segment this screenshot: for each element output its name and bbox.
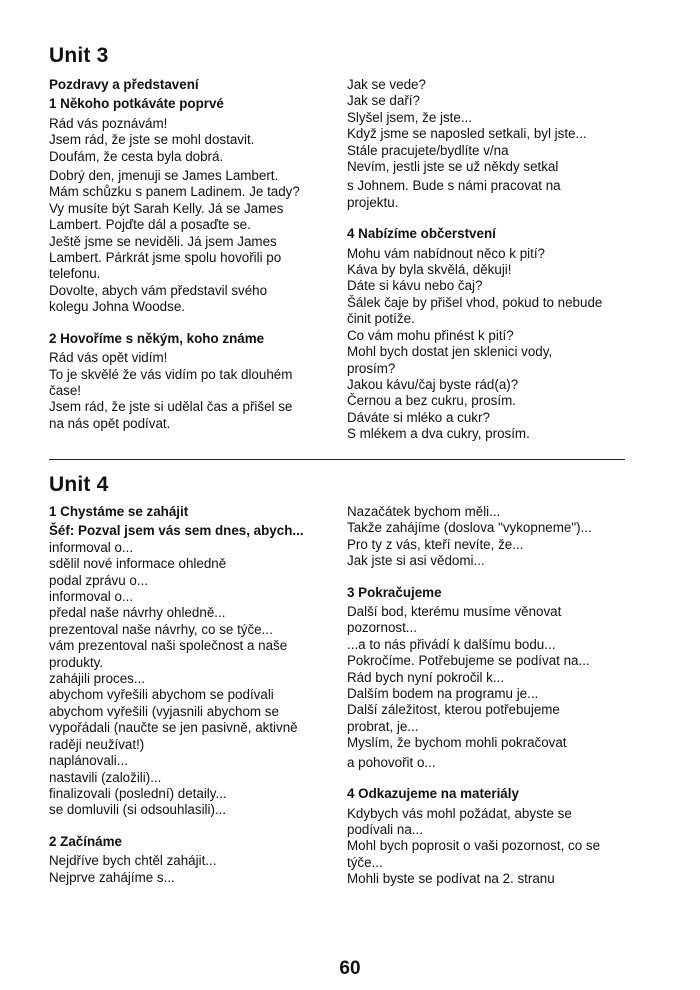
phrase-line: Jak se vede?	[347, 77, 426, 92]
unit-3-left-column	[49, 77, 334, 432]
phrase-line: finalizovali (poslední) detaily...	[49, 785, 227, 801]
phrase-line: Lambert. Párkrát jsme spolu hovořili po	[49, 250, 282, 266]
phrase-line: nastavili (založili)...	[49, 769, 162, 785]
phrase-group	[347, 806, 632, 888]
phrase-group	[347, 77, 632, 175]
unit-4-right-column	[347, 504, 632, 888]
phrase-group	[347, 178, 632, 211]
phrase-line: zahájili proces...	[49, 671, 146, 687]
phrase-line: Takže zahájíme (doslova "vykopneme")...	[347, 520, 592, 536]
phrase-line: Mohl bych poprosit o vaši pozornost, co se	[347, 838, 601, 854]
phrase-line: telefonu.	[49, 266, 101, 282]
boss-lead-line: Šéf: Pozval jsem vás sem dnes, abych...	[49, 523, 304, 539]
phrase-line: týče...	[347, 854, 383, 870]
phrase-line: Černou a bez cukru, prosím.	[347, 393, 516, 409]
phrase-line: Jsem rád, že jste si udělal čas a přišel se	[49, 399, 293, 415]
phrase-line: Slyšel jsem, že jste...	[347, 109, 473, 125]
phrase-line: Pokročíme. Potřebujeme se podívat na...	[347, 653, 590, 669]
phrase-line: naplánovali...	[49, 753, 128, 769]
unit-4-title: Unit 4	[49, 473, 109, 496]
phrase-line: produkty.	[49, 654, 104, 670]
phrase-line: prosím?	[347, 360, 396, 376]
phrase-line: podívali na...	[347, 821, 423, 837]
phrase-group	[347, 604, 632, 752]
phrase-line: probrat, je...	[347, 718, 419, 734]
phrase-line: s Johnem. Bude s námi pracovat na	[347, 178, 561, 194]
phrase-line: vypořádali (naučte se jen pasivně, aktivně	[49, 720, 298, 736]
phrase-line: Dobrý den, jmenuji se James Lambert.	[49, 168, 279, 184]
phrase-line: Nevím, jestli jste se už někdy setkal	[347, 159, 559, 175]
phrase-line: Ještě jsme se neviděli. Já jsem James	[49, 233, 277, 249]
phrase-line: To je skvělé že vás vidím po tak dlouhém	[49, 366, 293, 382]
phrase-line: Rád bych nyní pokročil k...	[347, 669, 505, 685]
phrase-group	[49, 116, 334, 165]
phrase-line: Vy musíte být Sarah Kelly. Já se James	[49, 200, 284, 216]
phrase-line: Káva by byla skvělá, děkuji!	[347, 262, 512, 278]
phrase-line: Šálek čaje by přišel vhod, pokud to nebude	[347, 294, 603, 310]
phrase-line: abychom vyřešili (vyjasnili abychom se	[49, 703, 279, 719]
phrase-line: Nazačátek bychom měli...	[347, 504, 501, 519]
unit-3-right-column	[347, 77, 632, 443]
phrase-line: Stále pracujete/bydlíte v/na	[347, 142, 509, 158]
phrase-line: informoval o...	[49, 539, 134, 555]
phrase-line: Kdybych vás mohl požádat, abyste se	[347, 805, 572, 821]
phrase-line: Nejdříve bych chtěl zahájit...	[49, 853, 217, 869]
phrase-line: se domluvili (si odsouhlasili)...	[49, 802, 227, 818]
phrase-line: Nejprve zahájíme s...	[49, 869, 175, 885]
phrase-line: předal naše návrhy ohledně...	[49, 605, 226, 621]
phrase-line: Když jsme se naposled setkali, byl jste...	[347, 126, 587, 142]
phrase-line: Mohl bych dostat jen sklenici vody,	[347, 344, 553, 360]
phrase-line: na nás opět podívat.	[49, 415, 171, 431]
section-heading-refreshments: 4 Nabízíme občerstvení	[347, 226, 496, 242]
phrase-line: abychom vyřešili abychom se podívali	[49, 687, 274, 703]
unit-3-title: Unit 3	[49, 44, 109, 67]
unit-4-left-column	[49, 504, 334, 886]
phrase-line: čase!	[49, 382, 82, 398]
phrase-group	[49, 350, 334, 432]
phrase-group	[347, 755, 632, 771]
phrase-line: S mlékem a dva cukry, prosím.	[347, 426, 530, 442]
phrase-line: Jakou kávu/čaj byste rád(a)?	[347, 376, 519, 392]
phrase-line: Jak se daří?	[347, 93, 420, 109]
phrase-line: podal zprávu o...	[49, 572, 149, 588]
section-heading-referring-to-materials: 4 Odkazujeme na materiály	[347, 786, 519, 802]
phrase-line: prezentoval naše návrhy, co se týče...	[49, 621, 273, 637]
phrase-group	[347, 246, 632, 443]
phrase-line: Dáváte si mléko a cukr?	[347, 409, 490, 425]
section-heading-talking-to-known: 2 Hovoříme s někým, koho známe	[49, 330, 265, 346]
section-heading-meeting-first-time: 1 Někoho potkáváte poprvé	[49, 96, 224, 112]
phrase-line: a pohovořit o...	[347, 754, 436, 770]
phrase-group	[49, 540, 334, 819]
phrase-line: Doufám, že cesta byla dobrá.	[49, 148, 224, 164]
phrase-line: Myslím, že bychom mohli pokračovat	[347, 735, 567, 751]
phrase-line: Mohu vám nabídnout něco k pití?	[347, 245, 546, 261]
topic-heading: Pozdravy a představení	[49, 77, 199, 92]
phrase-group	[49, 168, 334, 316]
section-divider	[49, 459, 625, 460]
phrase-group	[49, 853, 334, 886]
phrase-line: Další záležitost, kterou potřebujeme	[347, 702, 560, 718]
phrase-line: Další bod, kterému musíme věnovat	[347, 604, 562, 620]
phrase-line: činit potíže.	[347, 311, 415, 327]
phrase-line: Mohli byste se podívat na 2. stranu	[347, 871, 555, 887]
page-number: 60	[339, 958, 361, 979]
phrase-group	[347, 504, 632, 570]
phrase-line: Jsem rád, že jste se mohl dostavit.	[49, 132, 255, 148]
phrase-line: Dáte si kávu nebo čaj?	[347, 278, 483, 294]
phrase-line: ...a to nás přivádí k dalšímu bodu...	[347, 636, 556, 652]
phrase-line: Lambert. Pojďte dál a posaďte se.	[49, 217, 251, 233]
phrase-line: vám prezentoval naši společnost a naše	[49, 638, 288, 654]
section-heading-continuing: 3 Pokračujeme	[347, 584, 442, 600]
phrase-line: Dovolte, abych vám představil svého	[49, 282, 268, 298]
phrase-line: kolegu Johna Woodse.	[49, 299, 185, 315]
phrase-line: Mám schůzku s panem Ladinem. Je tady?	[49, 184, 300, 200]
phrase-line: informoval o...	[49, 589, 134, 605]
phrase-line: Co vám mohu přinést k pití?	[347, 327, 514, 343]
section-heading-getting-started: 1 Chystáme se zahájit	[49, 504, 189, 519]
phrase-line: raději neužívat!)	[49, 736, 145, 752]
phrase-line: Dalším bodem na programu je...	[347, 686, 539, 702]
section-heading-beginning: 2 Začínáme	[49, 833, 122, 849]
phrase-line: projektu.	[347, 194, 399, 210]
phrase-line: Rád vás poznávám!	[49, 115, 168, 131]
phrase-line: pozornost...	[347, 620, 417, 636]
phrase-line: sdělil nové informace ohledně	[49, 556, 227, 572]
phrase-line: Pro ty z vás, kteří nevíte, že...	[347, 536, 524, 552]
phrase-line: Rád vás opět vidím!	[49, 350, 168, 366]
phrase-line: Jak jste si asi vědomi...	[347, 553, 485, 569]
